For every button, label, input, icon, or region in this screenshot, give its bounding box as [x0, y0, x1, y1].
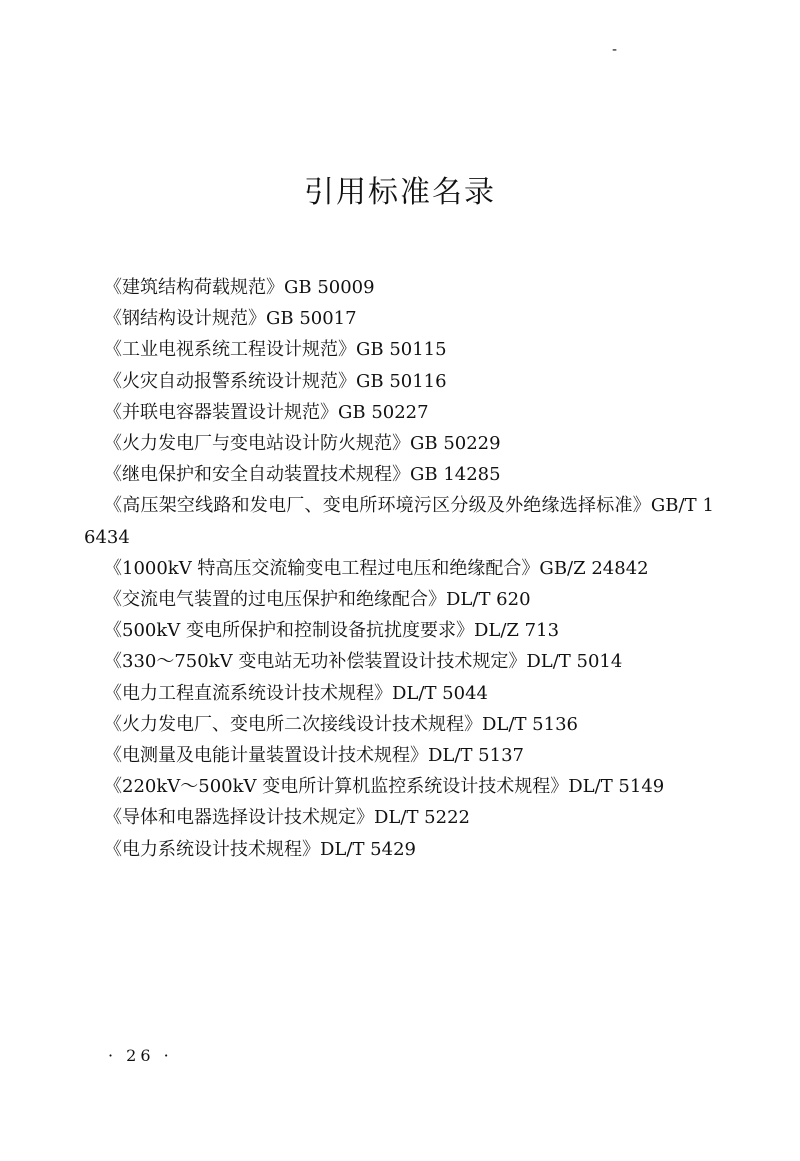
reference-item-8: 《高压架空线路和发电厂、变电所环境污区分级及外绝缘选择标准》GB/T 16434 [84, 495, 714, 548]
reference-item-6: 《火力发电厂与变电站设计防火规范》GB 50229 [104, 433, 501, 455]
reference-item-7: 《继电保护和安全自动装置技术规程》GB 14285 [104, 464, 501, 486]
reference-item-2: 《钢结构设计规范》GB 50017 [104, 308, 357, 330]
reference-item-3: 《工业电视系统工程设计规范》GB 50115 [104, 339, 447, 361]
reference-item-5: 《并联电容器装置设计规范》GB 50227 [104, 401, 429, 423]
reference-item-14: 《火力发电厂、变电所二次接线设计技术规程》DL/T 5136 [104, 713, 578, 735]
reference-item-17: 《导体和电器选择设计技术规定》DL/T 5222 [104, 807, 470, 829]
reference-item-11: 《500kV 变电所保护和控制设备抗扰度要求》DL/Z 713 [104, 620, 560, 642]
reference-item-12: 《330～750kV 变电站无功补偿装置设计技术规定》DL/T 5014 [104, 651, 623, 673]
reference-item-18: 《电力系统设计技术规程》DL/T 5429 [104, 838, 416, 860]
page-title: 引用标准名录 [304, 175, 496, 210]
corner-mark: - [612, 42, 618, 58]
page-number: · 26 · [108, 1046, 173, 1065]
reference-list [84, 272, 714, 865]
reference-item-1: 《建筑结构荷载规范》GB 50009 [104, 277, 375, 298]
reference-item-10: 《交流电气装置的过电压保护和绝缘配合》DL/T 620 [104, 589, 531, 611]
reference-item-13: 《电力工程直流系统设计技术规程》DL/T 5044 [104, 682, 488, 704]
reference-item-4: 《火灾自动报警系统设计规范》GB 50116 [104, 370, 447, 392]
reference-item-9: 《1000kV 特高压交流输变电工程过电压和绝缘配合》GB/Z 24842 [104, 557, 649, 579]
reference-item-15: 《电测量及电能计量装置设计技术规程》DL/T 5137 [104, 745, 524, 767]
reference-item-16: 《220kV～500kV 变电所计算机监控系统设计技术规程》DL/T 5149 [104, 776, 665, 798]
